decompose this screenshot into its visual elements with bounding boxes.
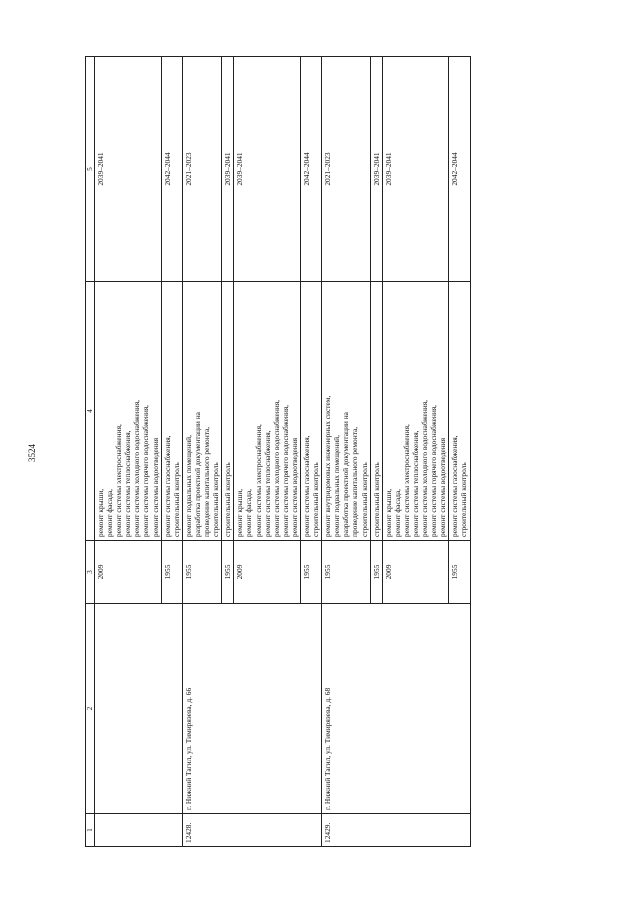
rotated-table-container	[85, 82, 533, 847]
works-text: строительный контроль	[223, 462, 233, 537]
capital-repair-table	[85, 56, 471, 847]
header-col-2: 2	[86, 604, 95, 814]
row-period: 2039–2041	[222, 57, 234, 282]
works-text: ремонт крыши, ремонт фасада, ремонт системы электроснабжения, ремонт системы теплоснабжения, ремонт системы холодного водоснабжения, ремонт системы горячего водоснабжения, ремонт системы водоотведения	[235, 400, 299, 537]
works-text: ремонт крыши, ремонт фасада, ремонт системы электроснабжения, ремонт системы теплоснабжения, ремонт системы холодного водоснабжения, ремонт системы горячего водоснабжения, ремонт системы водоотведения	[383, 400, 448, 537]
row-works	[222, 282, 234, 541]
row-period: 2039–2041	[382, 57, 449, 282]
row-works	[234, 282, 301, 541]
row-address: г. Нижний Тагил, ул. Тимирязева, д. 68	[322, 604, 470, 814]
row-number: 12429.	[322, 814, 470, 847]
row-works	[370, 282, 382, 541]
row-period: 2021–2023	[182, 57, 221, 282]
page-number: 3524	[27, 444, 37, 462]
header-col-4: 4	[86, 282, 95, 541]
works-text: ремонт крыши, ремонт фасада, ремонт системы электроснабжения, ремонт системы теплоснабжения, ремонт системы холодного водоснабжения, ремонт системы горячего водоснабжения, ремонт системы водоотведения	[96, 400, 160, 537]
row-year: 2009	[382, 541, 449, 604]
row-year: 1955	[370, 541, 382, 604]
row-works	[182, 282, 221, 541]
row-works	[382, 282, 449, 541]
row-period: 2021–2023	[322, 57, 370, 282]
row-works	[300, 282, 321, 541]
row-works	[95, 282, 162, 541]
row-address: г. Нижний Тагил, ул. Тимирязева, д. 66	[182, 604, 321, 814]
row-address	[95, 604, 183, 814]
works-text: ремонт системы газоснабжения, строительный контроль	[162, 435, 181, 537]
header-col-5: 5	[86, 57, 95, 282]
row-year: 1955	[222, 541, 234, 604]
row-period: 2039–2041	[370, 57, 382, 282]
works-text: строительный контроль	[371, 462, 381, 537]
row-year: 2009	[234, 541, 301, 604]
header-col-3: 3	[86, 541, 95, 604]
row-works	[161, 282, 182, 541]
table-row	[182, 57, 221, 847]
works-text: ремонт подвальных помещений, разработка проектной документации на проведение капитального ремонта, строительный контроль	[183, 412, 221, 537]
row-number	[95, 814, 183, 847]
row-year: 1955	[300, 541, 321, 604]
table-row	[95, 57, 162, 847]
row-period: 2042–2044	[300, 57, 321, 282]
row-period: 2042–2044	[449, 57, 470, 282]
header-col-1: 1	[86, 814, 95, 847]
works-text: ремонт системы газоснабжения, строительный контроль	[450, 435, 469, 537]
table-row	[322, 57, 370, 847]
row-year: 2009	[95, 541, 162, 604]
row-period: 2042–2044	[161, 57, 182, 282]
works-text: ремонт системы газоснабжения, строительный контроль	[301, 435, 321, 537]
row-works	[449, 282, 470, 541]
works-text: ремонт внутридомовых инженерных систем, ремонт подвальных помещений, разработка проектной документации на проведение капитального ремонта, строительный контроль	[323, 395, 369, 537]
row-year: 1955	[449, 541, 470, 604]
row-year: 1955	[322, 541, 370, 604]
row-period: 2039–2041	[95, 57, 162, 282]
row-year: 1955	[182, 541, 221, 604]
row-number: 12428.	[182, 814, 321, 847]
row-year: 1955	[161, 541, 182, 604]
row-period: 2039–2041	[234, 57, 301, 282]
table-header-row	[86, 57, 95, 847]
row-works	[322, 282, 370, 541]
